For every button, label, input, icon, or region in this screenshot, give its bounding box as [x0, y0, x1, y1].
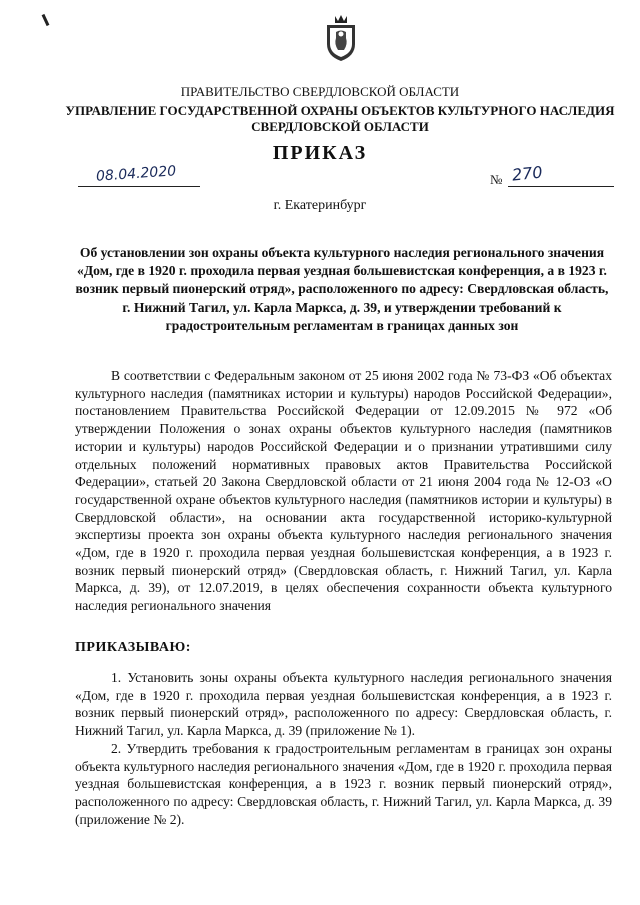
scan-mark — [42, 14, 50, 26]
order-point-1: 1. Установить зоны охраны объекта культурного наследия регионального значения «Дом, где в 1920 г. проходила первая уездная большевистская конференция, а в 1923 г. возник первый пионерский отряд», расположенного по адресу: Свердловская область, г. Нижний Тагил, ул. Карла Маркса, д. 39 (приложение № 1). — [75, 670, 612, 739]
document-type: ПРИКАЗ — [272, 142, 368, 164]
decree-word: ПРИКАЗЫВАЮ: — [75, 640, 191, 655]
document-subject: Об установлении зон охраны объекта культурного наследия регионального значения «Дом, где в 1920 г. проходила первая уездная большевистская конференция, а в 1923 г. возник первый пионерский отряд», расположенного по адресу: Свердловская область, г. Нижний Тагил, ул. Карла Маркса, д. 39, и утверждении требований к градостроительным регламентам в границах данных зон — [75, 245, 609, 333]
preamble — [75, 367, 612, 615]
order-points — [75, 669, 612, 828]
date-line — [78, 163, 200, 187]
handwritten-date: 08.04.2020 — [95, 163, 177, 185]
order-point-2: 2. Утвердить требования к градостроительным регламентам в границах зон охраны объекта культурного наследия регионального значения «Дом, где в 1920 г. проходила первая уездная большевистская конференция, а в 1923 г. возник первый пионерский отряд», расположенного по адресу: Свердловская область, г. Нижний Тагил, ул. Карла Маркса, д. 39 (приложение № 2). — [75, 740, 612, 827]
handwritten-number: 270 — [511, 162, 544, 185]
city: г. Екатеринбург — [273, 198, 367, 213]
government-name: ПРАВИТЕЛЬСТВО СВЕРДЛОВСКОЙ ОБЛАСТИ — [180, 84, 460, 99]
number-line — [508, 162, 614, 187]
department-name: УПРАВЛЕНИЕ ГОСУДАРСТВЕННОЙ ОХРАНЫ ОБЪЕКТОВ КУЛЬТУРНОГО НАСЛЕДИЯ СВЕРДЛОВСКОЙ ОБЛАСТИ — [65, 103, 615, 134]
number-label: № — [490, 172, 503, 187]
coat-of-arms-icon — [324, 14, 358, 62]
preamble-text: В соответствии с Федеральным законом от 25 июня 2002 года № 73-ФЗ «Об объектах культурного наследия (памятниках истории и культуры) народов Российской Федерации», постановлением Правительства Российской Федерации от 12.09.2015 № 972 «Об утверждении Положения о зонах охраны объектов культурного наследия (памятников истории и культуры) народов Российской Федерации и о признании утратившими силу отдельных положений нормативных правовых актов Правительства Российской Федерации», статьей 20 Закона Свердловской области от 21 июня 2004 года № 12-ОЗ «О государственной охране объектов культурного наследия (памятников истории и культуры) в Свердловской области», на основании акта государственной историко-культурной экспертизы проекта зон охраны объекта культурного наследия регионального значения «Дом, где в 1920 г. проходила первая уездная большевистская конференция, а в 1923 г. возник первый пионерский отряд» (Свердловская область, г. Нижний Тагил, ул. Карла Маркса, д. 39), от 12.07.2019, в целях обеспечения сохранности объекта культурного наследия регионального значения — [75, 368, 612, 614]
